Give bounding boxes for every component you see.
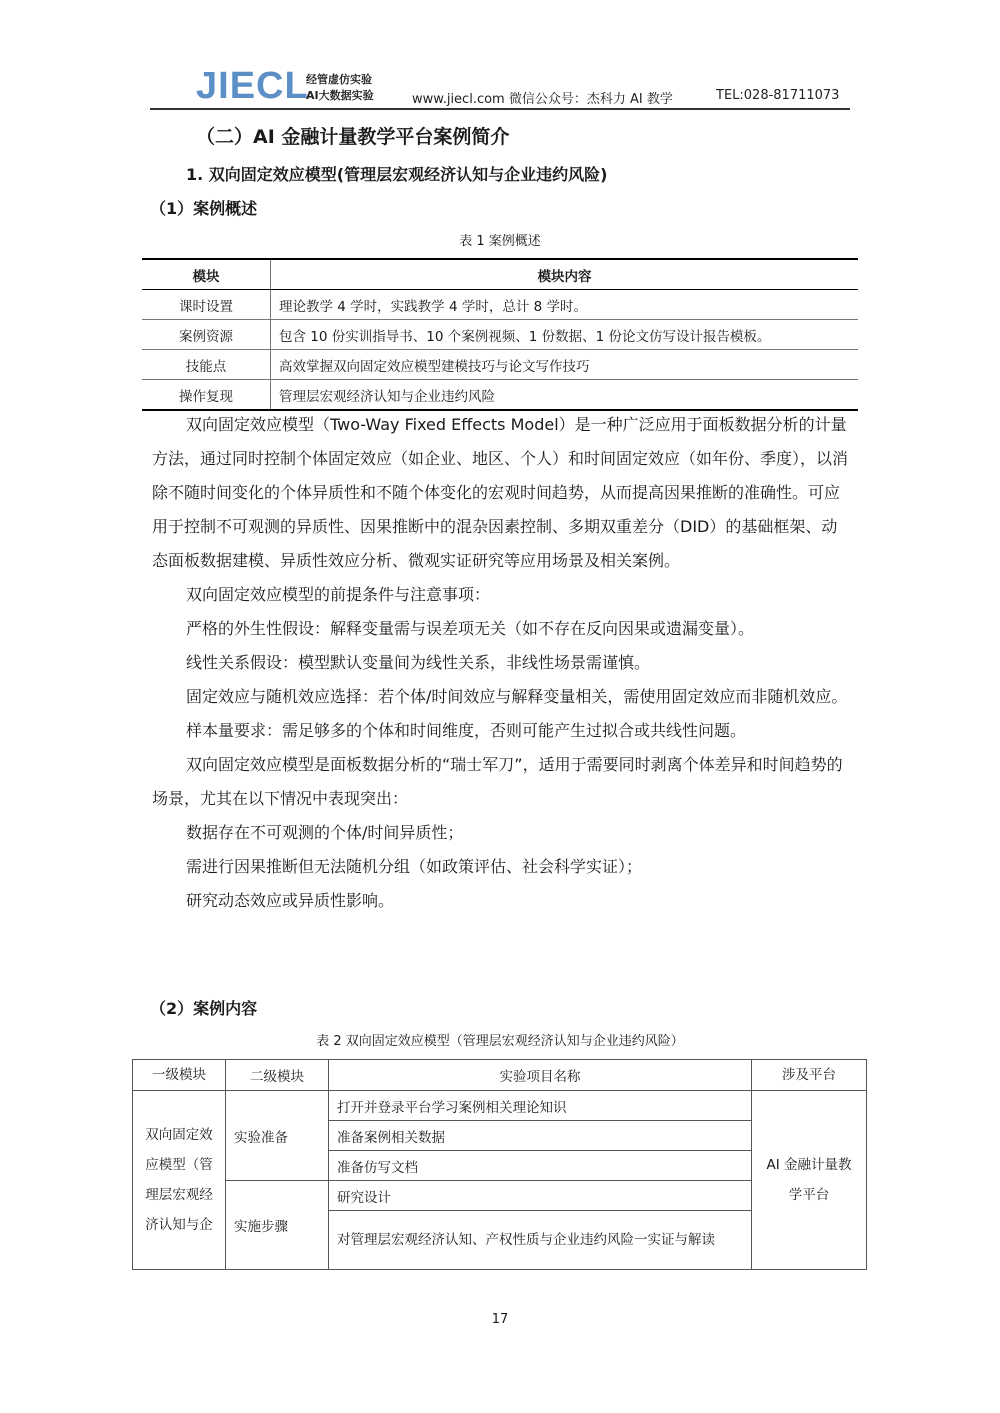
table-cell-module: 案例资源 [142, 320, 271, 350]
table1-caption: 表 1 案例概述 [459, 234, 541, 249]
table-row [142, 380, 858, 411]
table-cell-item: 对管理层宏观经济认知、产权性质与企业违约风险一实证与解读 [329, 1211, 752, 1270]
part1-heading: （1）案例概述 [150, 199, 258, 218]
table-cell-content: 理论教学 4 学时，实践教学 4 学时，总计 8 学时。 [271, 290, 859, 320]
table-header-row [142, 259, 858, 290]
paragraph: 数据存在不可观测的个体/时间异质性； [186, 823, 464, 842]
table-cell-content: 包含 10 份实训指导书、10 个案例视频、1 份数据、1 份论文仿写设计报告模板。 [271, 320, 859, 350]
table-header-cell: 涉及平台 [752, 1060, 867, 1091]
table-cell-item: 研究设计 [329, 1181, 752, 1211]
table-cell-platform: AI 金融计量教学平台 [752, 1091, 867, 1270]
table-cell-item: 打开并登录平台学习案例相关理论知识 [329, 1091, 752, 1121]
table-cell-level2: 实施步骤 [226, 1181, 329, 1270]
subsection-heading: 1. 双向固定效应模型(管理层宏观经济认知与企业违约风险) [186, 165, 608, 184]
table-header-cell: 实验项目名称 [329, 1060, 752, 1091]
table-row [142, 350, 858, 380]
table-header-cell: 模块内容 [271, 259, 859, 290]
paragraph: 双向固定效应模型的前提条件与注意事项： [186, 585, 491, 604]
table-cell-module: 技能点 [142, 350, 271, 380]
paragraph: 需进行因果推断但无法随机分组（如政策评估、社会科学实证）； [186, 857, 643, 876]
paragraph: 研究动态效应或异质性影响。 [186, 891, 395, 910]
paragraph: 双向固定效应模型（Two-Way Fixed Effects Model）是一种广泛应用于面板数据分析的计量方法，通过同时控制个体固定效应（如企业、地区、个人）和时间固定效应（如年份、季度），以消除不随时间变化的个体异质性和不随个体变化的宏观时间趋势，从而提高因果推断的准确性。可应用于控制不可观测的异质性、因果推断中的混杂因素控制、多期双重差分（DID）的基础框架、动态面板数据建模、异质性效应分析、微观实证研究等应用场景及相关案例。 [152, 415, 849, 570]
content-table [132, 1059, 867, 1270]
table-row [133, 1091, 867, 1121]
paragraph: 线性关系假设：模型默认变量间为线性关系，非线性场景需谨慎。 [186, 653, 651, 672]
overview-table [142, 258, 858, 411]
table-cell-content: 管理层宏观经济认知与企业违约风险 [271, 380, 859, 411]
table-header-row [133, 1060, 867, 1091]
table-cell-level2: 实验准备 [226, 1091, 329, 1181]
header-divider [150, 108, 850, 110]
paragraph: 严格的外生性假设：解释变量需与误差项无关（如不存在反向因果或遗漏变量）。 [186, 619, 755, 638]
table-header-cell: 模块 [142, 259, 271, 290]
table-cell-content: 高效掌握双向固定效应模型建模技巧与论文写作技巧 [271, 350, 859, 380]
paragraph: 样本量要求：需足够多的个体和时间维度，否则可能产生过拟合或共线性问题。 [186, 721, 747, 740]
logo-subtitle [306, 72, 374, 104]
company-logo: JIECL [196, 65, 309, 107]
logo-subtitle-line1: 经管虚仿实验 [306, 73, 372, 86]
table2-caption: 表 2 双向固定效应模型（管理层宏观经济认知与企业违约风险） [316, 1034, 684, 1049]
table-cell-item: 准备仿写文档 [329, 1151, 752, 1181]
table-cell-level1: 双向固定效应模型（管理层宏观经济认知与企 [133, 1091, 226, 1270]
part2-heading: （2）案例内容 [150, 999, 258, 1018]
table-cell-module: 课时设置 [142, 290, 271, 320]
logo-subtitle-line2: AI大数据实验 [306, 89, 374, 102]
section-heading: （二）AI 金融计量教学平台案例简介 [196, 126, 510, 148]
table-header-cell: 一级模块 [133, 1060, 226, 1091]
paragraph: 双向固定效应模型是面板数据分析的“瑞士军刀”，适用于需要同时剥离个体差异和时间趋势的场景，尤其在以下情况中表现突出： [152, 755, 843, 808]
table-row [142, 290, 858, 320]
table-cell-item: 准备案例相关数据 [329, 1121, 752, 1151]
table-row [142, 320, 858, 350]
table-header-cell: 二级模块 [226, 1060, 329, 1091]
table-cell-module: 操作复现 [142, 380, 271, 411]
header-tel: TEL:028-81711073 [716, 88, 840, 103]
paragraph: 固定效应与随机效应选择：若个体/时间效应与解释变量相关，需使用固定效应而非随机效应。 [186, 687, 848, 706]
body-text [152, 408, 852, 918]
page-number: 17 [491, 1312, 509, 1327]
header-site-info: www.jiecl.com 微信公众号：杰科力 AI 教学 [412, 92, 673, 107]
